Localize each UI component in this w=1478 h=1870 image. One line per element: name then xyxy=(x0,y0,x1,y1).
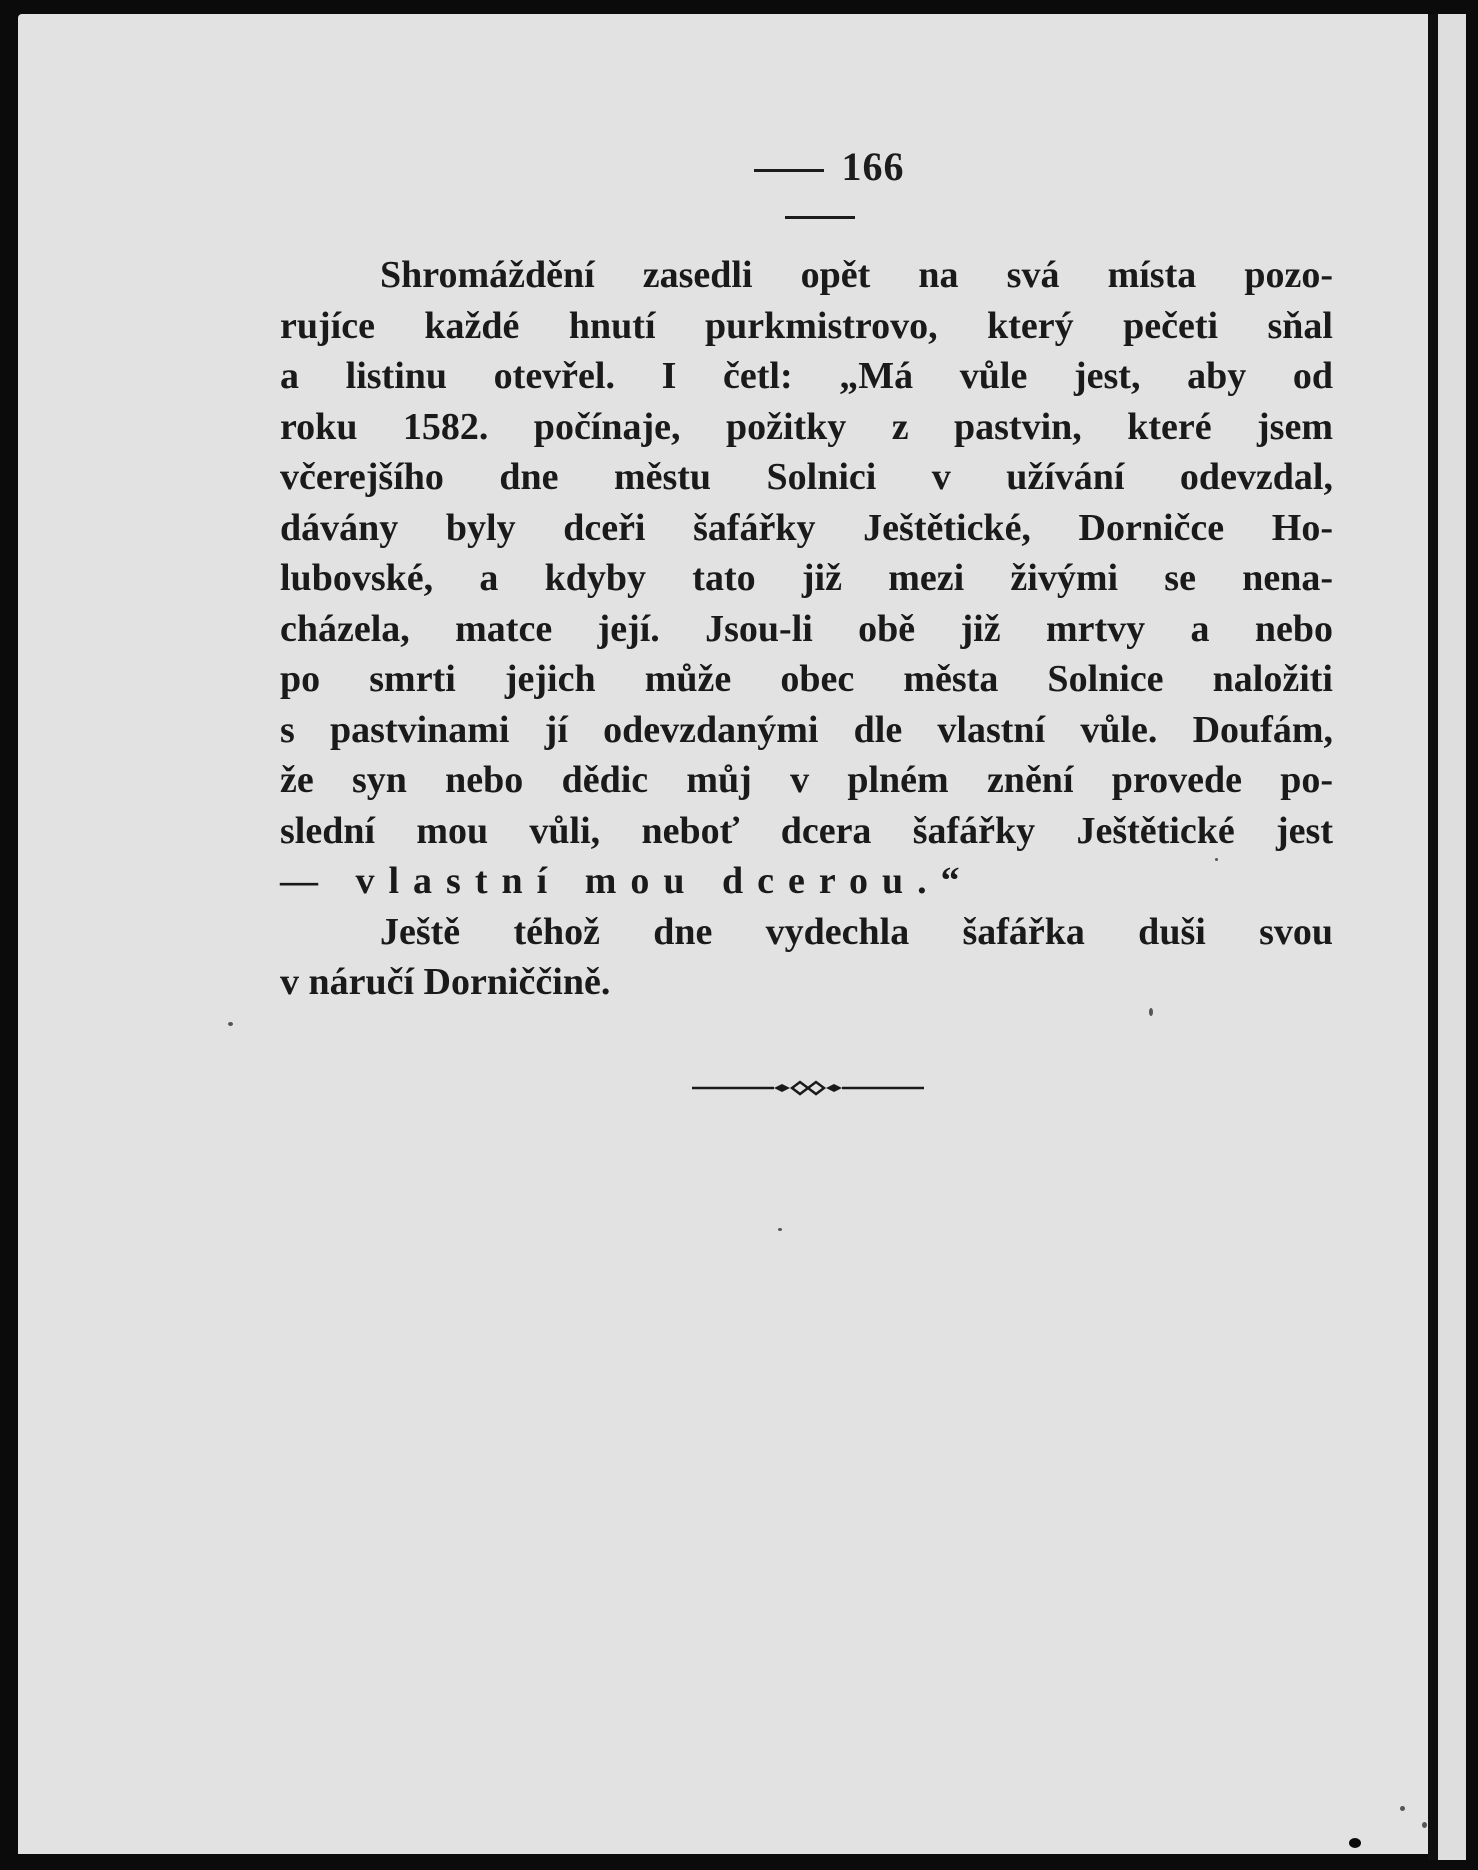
page-number: 166 xyxy=(841,144,905,189)
paper-speck xyxy=(1422,1822,1427,1828)
text-line: roku 1582. počínaje, požitky z pastvin, které jsem xyxy=(280,405,1333,448)
text-line: lubovské, a kdyby tato již mezi živými se nena- xyxy=(280,557,1333,599)
paper-speck xyxy=(1149,1008,1153,1016)
page-number-header xyxy=(700,143,940,237)
paper-speck xyxy=(1349,1838,1361,1848)
text-line: v náručí Dorniččině. xyxy=(280,961,611,1003)
header-dash-right xyxy=(785,216,855,219)
text-line: včerejšího dne městu Solnici v užívání odevzdal, xyxy=(280,456,1333,498)
text-line: dávány byly dceři šafářky Ještětické, Dorničce Ho- xyxy=(280,506,1333,549)
paper-speck xyxy=(1215,858,1218,861)
text-line: Ještě téhož dne vydechla šafářka duši svou xyxy=(380,910,1333,953)
header-dash-left xyxy=(754,169,824,172)
body-text xyxy=(280,250,1333,1008)
ornament-divider xyxy=(692,1078,924,1098)
paper-speck xyxy=(1400,1806,1405,1811)
paper-speck xyxy=(778,1228,782,1231)
text-line: s pastvinami jí odevzdanými dle vlastní vůle. Doufám, xyxy=(280,708,1333,751)
text-line: rujíce každé hnutí purkmistrovo, který pečeti sňal xyxy=(280,304,1333,347)
paper-speck xyxy=(228,1022,233,1026)
text-line-emphasis: — vlastní mou dcerou.“ xyxy=(280,860,974,902)
text-line: cházela, matce její. Jsou-li obě již mrtvy a nebo xyxy=(280,607,1333,650)
text-line: slední mou vůli, neboť dcera šafářky Ještětické jest xyxy=(280,809,1333,852)
page-edge-shadow xyxy=(1428,14,1438,1860)
text-line: Shromáždění zasedli opět na svá místa pozo- xyxy=(380,254,1333,296)
text-line: a listinu otevřel. I četl: „Má vůle jest, aby od xyxy=(280,355,1333,397)
text-line: po smrti jejich může obec města Solnice naložiti xyxy=(280,658,1333,700)
next-page-edge xyxy=(1438,14,1466,1860)
text-line: že syn nebo dědic můj v plném znění provede po- xyxy=(280,759,1333,801)
